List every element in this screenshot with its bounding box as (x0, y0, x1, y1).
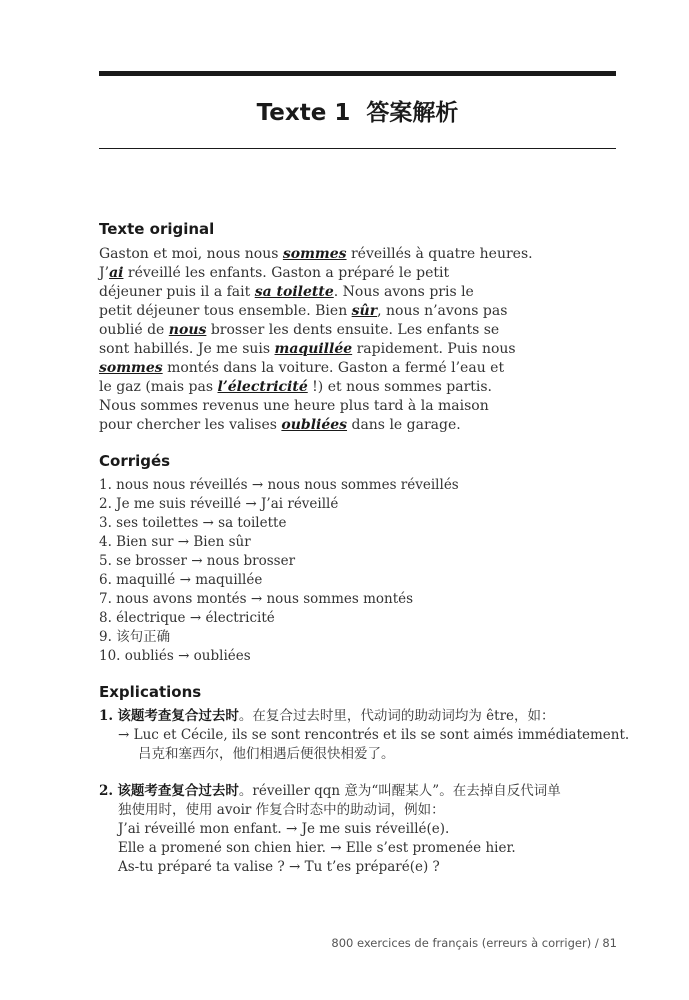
text-segment: Gaston et moi, nous nous (99, 246, 283, 262)
explication-2-number: 2. (99, 783, 114, 799)
corrige-item-9: 9. 该句正确 (99, 629, 171, 645)
text-segment: déjeuner puis il a fait (99, 284, 255, 300)
text-segment: dans le garage. (347, 417, 461, 433)
explication-2-example-2: Elle a promené son chien hier. → Elle s’est promenée hier. (118, 840, 516, 856)
explication-1 (99, 707, 630, 764)
explication-2-text: 。réveiller qqn 意为“叫醒某人”。在去掉自反代词单 (238, 783, 561, 799)
original-text-line (99, 283, 624, 302)
highlighted-error: nous (168, 322, 207, 338)
title-rule (99, 148, 616, 149)
original-text-line (99, 416, 624, 435)
explication-2 (99, 782, 624, 877)
corrige-item-3: 3. ses toilettes → sa toilette (99, 515, 287, 531)
highlighted-error: maquillée (274, 341, 353, 357)
corrige-item-5: 5. se brosser → nous brosser (99, 553, 296, 569)
text-segment: le gaz (mais pas (99, 379, 218, 395)
text-segment: Nous sommes revenus une heure plus tard à la maison (99, 398, 489, 414)
original-text-line (99, 321, 624, 340)
explication-1-number: 1. (99, 708, 114, 724)
explication-1-text: 。在复合过去时里，代动词的助动词均为 être，如： (238, 708, 555, 724)
heading-explications: Explications (99, 683, 202, 701)
original-text-line (99, 340, 624, 359)
text-segment: sont habillés. Je me suis (99, 341, 275, 357)
text-segment: , nous n’avons pas (377, 303, 508, 319)
corrige-item-4: 4. Bien sur → Bien sûr (99, 534, 251, 550)
original-text-line (99, 359, 624, 378)
original-text-line (99, 302, 624, 321)
original-text-line (99, 245, 624, 264)
explication-1-example-zh: 吕克和塞西尔，他们相遇后便很快相爱了。 (138, 746, 395, 762)
corrige-item-2: 2. Je me suis réveillé → J’ai réveillé (99, 496, 339, 512)
text-segment: réveillé les enfants. Gaston a préparé le petit (123, 265, 450, 281)
text-segment: petit déjeuner tous ensemble. Bien (99, 303, 352, 319)
corrige-item-10: 10. oubliés → oubliées (99, 648, 251, 664)
corrige-item-1: 1. nous nous réveillés → nous nous sommes réveillés (99, 477, 459, 493)
original-text-line (99, 378, 624, 397)
top-rule (99, 71, 616, 76)
corrige-item-7: 7. nous avons montés → nous sommes montés (99, 591, 414, 607)
explication-2-line2: 独使用时，使用 avoir 作复合时态中的助动词，例如： (118, 802, 445, 818)
heading-texte-original: Texte original (99, 220, 215, 238)
corriges-list (99, 476, 624, 666)
corrige-item-6: 6. maquillé → maquillée (99, 572, 263, 588)
text-segment: brosser les dents ensuite. Les enfants se (206, 322, 500, 338)
title-sub: 答案解析 (366, 100, 459, 126)
text-segment: J’ (99, 265, 110, 281)
explication-1-bold: 该题考查复合过去时 (117, 708, 239, 724)
text-segment: oublié de (99, 322, 169, 338)
text-segment: !) et nous sommes partis. (307, 379, 493, 395)
text-segment: réveillés à quatre heures. (346, 246, 533, 262)
text-segment: pour chercher les valises (99, 417, 282, 433)
highlighted-error: sommes (282, 246, 347, 262)
highlighted-error: ai (109, 265, 124, 281)
highlighted-error: sûr (351, 303, 378, 319)
title-main: Texte 1 (256, 100, 351, 126)
explication-2-bold: 该题考查复合过去时 (117, 783, 239, 799)
explication-1-example-fr: → Luc et Cécile, ils se sont rencontrés et ils se sont aimés immédiatement. (118, 727, 630, 743)
text-segment: montés dans la voiture. Gaston a fermé l’eau et (162, 360, 505, 376)
page-title (99, 94, 616, 127)
original-text-line (99, 397, 624, 416)
explication-2-example-1: J’ai réveillé mon enfant. → Je me suis réveillé(e). (118, 821, 450, 837)
highlighted-error: sommes (99, 360, 163, 376)
page-footer: 800 exercices de français (erreurs à corriger) / 81 (331, 936, 617, 950)
text-segment: rapidement. Puis nous (352, 341, 516, 357)
explication-2-example-3: As-tu préparé ta valise ? → Tu t’es préparé(e) ? (118, 859, 440, 875)
original-text-line (99, 264, 624, 283)
heading-corriges: Corrigés (99, 452, 171, 470)
corrige-item-8: 8. électrique → électricité (99, 610, 275, 626)
original-text (99, 245, 624, 435)
highlighted-error: l’électricité (217, 379, 308, 395)
highlighted-error: sa toilette (254, 284, 334, 300)
highlighted-error: oubliées (281, 417, 348, 433)
text-segment: . Nous avons pris le (333, 284, 474, 300)
